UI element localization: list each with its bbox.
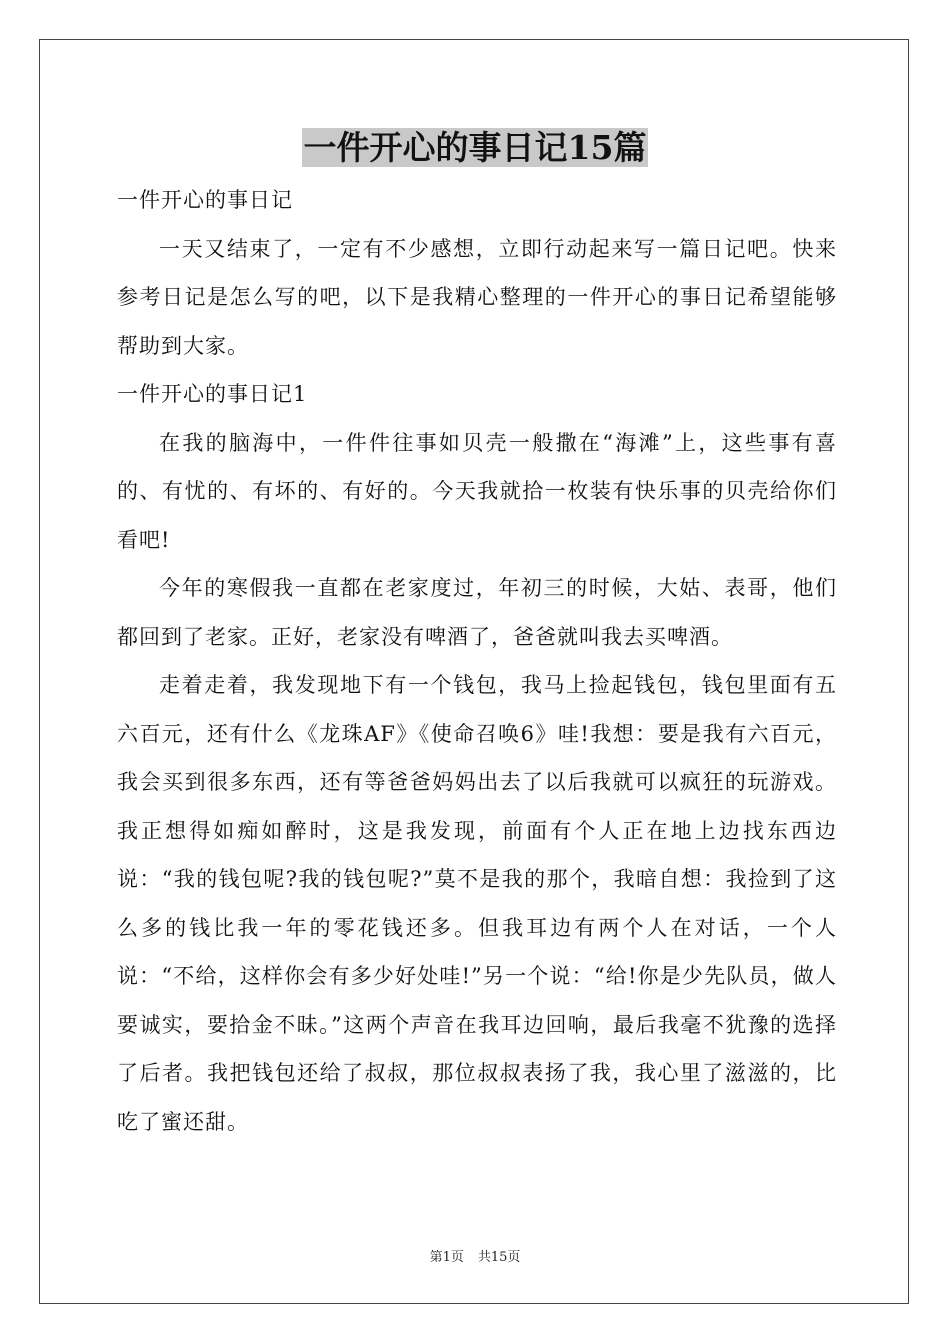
paragraph: 一件开心的事日记1 <box>117 382 308 406</box>
page-number: 第1页 <box>429 1250 464 1265</box>
document-body <box>117 176 837 1146</box>
paragraph: 走着走着，我发现地下有一个钱包，我马上捡起钱包，钱包里面有五六百元，还有什么《龙珠AF》《使命召唤6》哇!我想：要是我有六百元，我会买到很多东西，还有等爸爸妈妈出去了以后我就可以疯狂的玩游戏。我正想得如痴如醉时，这是我发现，前面有个人正在地上边找东西边说：“我的钱包呢?我的钱包呢?”莫不是我的那个，我暗自想：我捡到了这么多的钱比我一年的零花钱还多。但我耳边有两个人在对话，一个人说：“不给，这样你会有多少好处哇!”另一个说：“给!你是少先队员，做人要诚实，要拾金不昧。”这两个声音在我耳边回响，最后我毫不犹豫的选择了后者。我把钱包还给了叔叔，那位叔叔表扬了我，我心里了滋滋的，比吃了蜜还甜。 <box>117 673 837 1134</box>
page-footer <box>0 1249 950 1267</box>
paragraph: 今年的寒假我一直都在老家度过，年初三的时候，大姑、表哥，他们都回到了老家。正好，老家没有啤酒了，爸爸就叫我去买啤酒。 <box>117 576 837 649</box>
paragraph: 一天又结束了，一定有不少感想，立即行动起来写一篇日记吧。快来参考日记是怎么写的吧，以下是我精心整理的一件开心的事日记希望能够帮助到大家。 <box>117 236 837 358</box>
paragraph: 在我的脑海中，一件件往事如贝壳一般撒在“海滩”上，这些事有喜的、有忧的、有坏的、有好的。今天我就拾一枚装有快乐事的贝壳给你们看吧! <box>117 430 837 552</box>
paragraph: 一件开心的事日记 <box>117 188 293 212</box>
document-title-text: 一件开心的事日记15篇 <box>303 128 647 167</box>
document-title <box>0 126 950 170</box>
page-total: 共15页 <box>477 1250 521 1265</box>
